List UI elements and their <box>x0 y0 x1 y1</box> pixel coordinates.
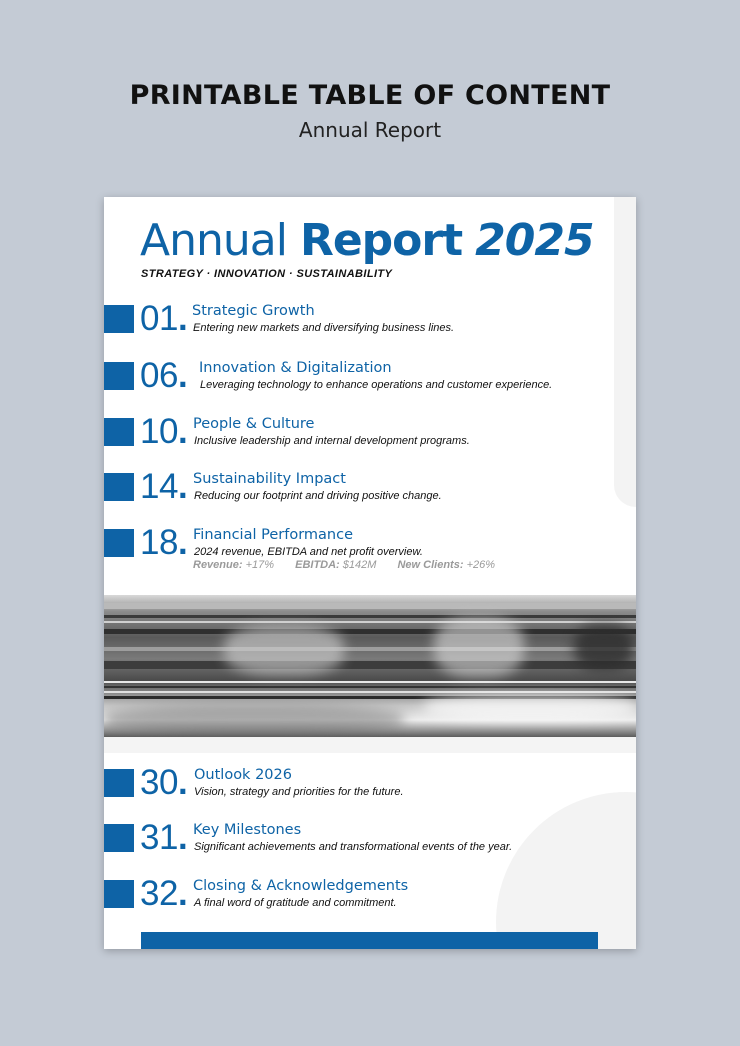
toc-item-key-milestones[interactable] <box>104 818 636 858</box>
toc-page-number: 32. <box>140 874 188 913</box>
financial-stats <box>193 559 513 571</box>
toc-item-title: People & Culture <box>193 416 315 432</box>
toc-marker-bar <box>104 880 134 908</box>
toc-item-description: Vision, strategy and priorities for the future. <box>194 786 404 798</box>
report-page <box>104 197 636 949</box>
toc-item-title: Innovation & Digitalization <box>199 360 392 376</box>
toc-item-description: Entering new markets and diversifying business lines. <box>193 322 455 334</box>
toc-item-description: Reducing our footprint and driving positive change. <box>194 490 442 502</box>
toc-item-description: Leveraging technology to enhance operations and customer experience. <box>200 379 553 391</box>
toc-marker-bar <box>104 418 134 446</box>
toc-marker-bar <box>104 529 134 557</box>
toc-item-title: Outlook 2026 <box>194 767 292 783</box>
toc-marker-bar <box>104 473 134 501</box>
toc-marker-bar <box>104 362 134 390</box>
toc-page-number: 31. <box>140 818 188 857</box>
toc-item-title: Financial Performance <box>193 527 353 543</box>
toc-page-number: 01. <box>140 299 188 338</box>
toc-item-description: A final word of gratitude and commitment. <box>194 897 397 909</box>
toc-marker-bar <box>104 769 134 797</box>
toc-item-innovation[interactable] <box>104 356 636 396</box>
stat-revenue: Revenue: +17% <box>193 559 275 571</box>
toc-item-strategic-growth[interactable] <box>104 299 636 339</box>
photo-divider <box>104 737 636 753</box>
toc-item-title: Key Milestones <box>193 822 302 838</box>
toc-page-number: 10. <box>140 412 188 451</box>
report-title-bold: Report <box>299 215 463 266</box>
decorative-circle <box>496 792 636 949</box>
toc-item-closing[interactable] <box>104 874 636 914</box>
toc-item-description: Inclusive leadership and internal development programs. <box>194 435 470 447</box>
toc-item-description: 2024 revenue, EBITDA and net profit overview. <box>194 546 423 558</box>
toc-item-financial-performance[interactable] <box>104 523 636 563</box>
toc-item-title: Strategic Growth <box>192 303 315 319</box>
toc-page-number: 06. <box>140 356 188 395</box>
footer-bar <box>141 932 598 949</box>
toc-page-number: 30. <box>140 763 188 802</box>
report-title-year: 2025 <box>475 215 594 266</box>
toc-item-sustainability[interactable] <box>104 467 636 507</box>
page-heading: PRINTABLE TABLE OF CONTENT <box>129 80 611 111</box>
toc-marker-bar <box>104 305 134 333</box>
report-tagline: STRATEGY · INNOVATION · SUSTAINABILITY <box>141 268 393 280</box>
decorative-panel <box>614 197 636 507</box>
toc-item-outlook[interactable] <box>104 763 636 803</box>
toc-item-title: Closing & Acknowledgements <box>193 878 409 894</box>
report-title <box>140 215 594 266</box>
motion-blur-photo <box>104 595 636 737</box>
stat-new-clients: New Clients: +26% <box>397 559 496 571</box>
stat-ebitda: EBITDA: $142M <box>295 559 377 571</box>
toc-item-description: Significant achievements and transformational events of the year. <box>194 841 513 853</box>
toc-page-number: 18. <box>140 523 188 562</box>
page-subheading: Annual Report <box>298 118 442 142</box>
toc-page-number: 14. <box>140 467 188 506</box>
report-title-light: Annual <box>140 215 287 266</box>
toc-item-title: Sustainability Impact <box>193 471 346 487</box>
toc-marker-bar <box>104 824 134 852</box>
toc-item-people-culture[interactable] <box>104 412 636 452</box>
